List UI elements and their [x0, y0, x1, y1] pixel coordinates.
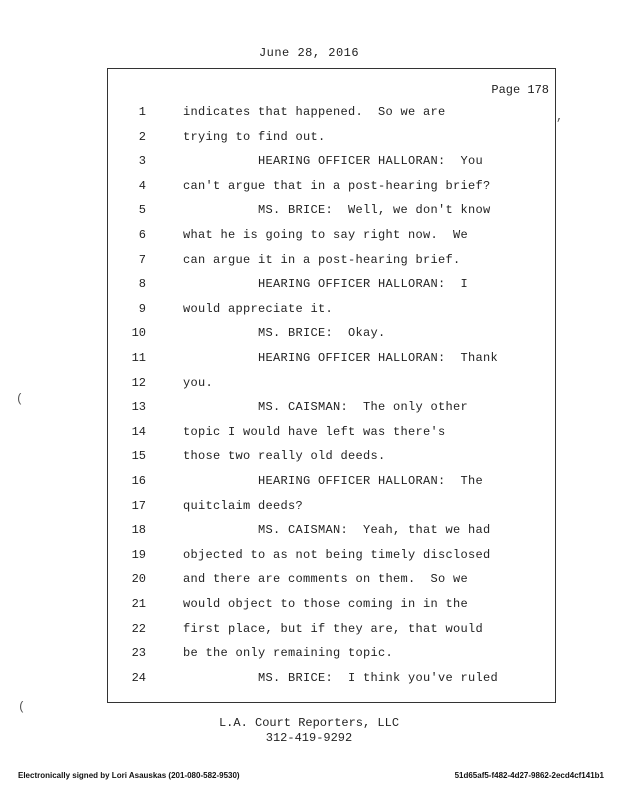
line-number: 21 [131, 597, 146, 611]
transcript-line [108, 572, 557, 592]
line-text: topic I would have left was there's [183, 424, 446, 439]
line-text: MS. BRICE: Well, we don't know [183, 203, 491, 218]
transcript-date: June 28, 2016 [258, 46, 360, 60]
line-number: 20 [131, 572, 146, 587]
line-number: 12 [131, 375, 146, 390]
line-text: you. [183, 375, 214, 390]
transcript-line [108, 671, 557, 691]
line-text: HEARING OFFICER HALLORAN: You [183, 154, 484, 169]
transcript-line [108, 400, 557, 420]
line-number: 1 [138, 105, 146, 119]
transcript-line [108, 425, 557, 445]
court-reporter-phone: 312-419-9292 [265, 731, 353, 745]
line-number: 11 [131, 351, 146, 365]
line-number: 5 [138, 203, 146, 218]
line-number: 6 [138, 228, 146, 242]
transcript-line [108, 548, 557, 568]
line-text: MS. CAISMAN: Yeah, that we had [183, 523, 491, 538]
transcript-line [108, 449, 557, 469]
line-number: 4 [138, 178, 146, 193]
line-text: can argue it in a post-hearing brief. [183, 252, 461, 267]
line-text: objected to as not being timely disclosed [183, 547, 491, 562]
line-text: MS. CAISMAN: The only other [183, 400, 469, 415]
transcript-line [108, 302, 557, 322]
transcript-line [108, 376, 557, 396]
transcript-line [108, 622, 557, 642]
margin-mark: ( [18, 700, 26, 714]
line-number: 10 [131, 326, 146, 341]
transcript-line [108, 253, 557, 273]
line-number: 2 [138, 129, 146, 144]
line-number: 16 [131, 474, 146, 488]
line-number: 3 [138, 154, 146, 169]
line-number: 17 [131, 498, 146, 513]
line-number: 19 [131, 547, 146, 562]
transcript-line [108, 326, 557, 346]
transcript-line [108, 523, 557, 543]
line-text: and there are comments on them. So we [183, 572, 469, 587]
line-number: 8 [138, 277, 146, 292]
line-number: 24 [131, 670, 146, 685]
line-text: indicates that happened. So we are [183, 105, 446, 119]
line-text: can't argue that in a post-hearing brief? [183, 178, 491, 193]
margin-mark: , [556, 110, 564, 124]
line-text: MS. BRICE: Okay. [183, 326, 386, 341]
line-number: 18 [131, 523, 146, 538]
transcript-line [108, 228, 557, 248]
line-text: first place, but if they are, that would [183, 621, 484, 636]
line-text: would appreciate it. [183, 301, 334, 316]
line-text: HEARING OFFICER HALLORAN: I [183, 277, 469, 292]
line-text: those two really old deeds. [183, 449, 386, 464]
transcript-line [108, 154, 557, 174]
line-text: be the only remaining topic. [183, 646, 394, 661]
line-number: 14 [131, 424, 146, 439]
line-text: what he is going to say right now. We [183, 228, 469, 242]
line-number: 22 [131, 621, 146, 636]
transcript-line [108, 646, 557, 666]
line-number: 23 [131, 646, 146, 661]
line-text: HEARING OFFICER HALLORAN: The [183, 474, 484, 488]
transcript-line [108, 597, 557, 617]
line-text: trying to find out. [183, 129, 326, 144]
line-number: 13 [131, 400, 146, 415]
transcript-page-frame [107, 68, 556, 703]
electronic-signature: Electronically signed by Lori Asauskas (201-080-582-9530) [18, 771, 240, 780]
transcript-line [108, 351, 557, 371]
line-number: 9 [138, 301, 146, 316]
transcript-line [108, 203, 557, 223]
margin-mark: ( [16, 392, 24, 406]
page-number: Page 178 [491, 83, 549, 97]
transcript-line [108, 499, 557, 519]
court-reporter-name: L.A. Court Reporters, LLC [218, 716, 400, 730]
line-number: 7 [138, 252, 146, 267]
document-id: 51d65af5-f482-4d27-9862-2ecd4cf141b1 [454, 771, 604, 780]
line-text: quitclaim deeds? [183, 498, 304, 513]
line-text: MS. BRICE: I think you've ruled [183, 670, 499, 685]
transcript-line [108, 179, 557, 199]
line-text: HEARING OFFICER HALLORAN: Thank [183, 351, 499, 365]
line-number: 15 [131, 449, 146, 464]
transcript-line [108, 105, 557, 125]
transcript-line [108, 474, 557, 494]
transcript-line [108, 130, 557, 150]
transcript-line [108, 277, 557, 297]
line-text: would object to those coming in in the [183, 597, 469, 611]
